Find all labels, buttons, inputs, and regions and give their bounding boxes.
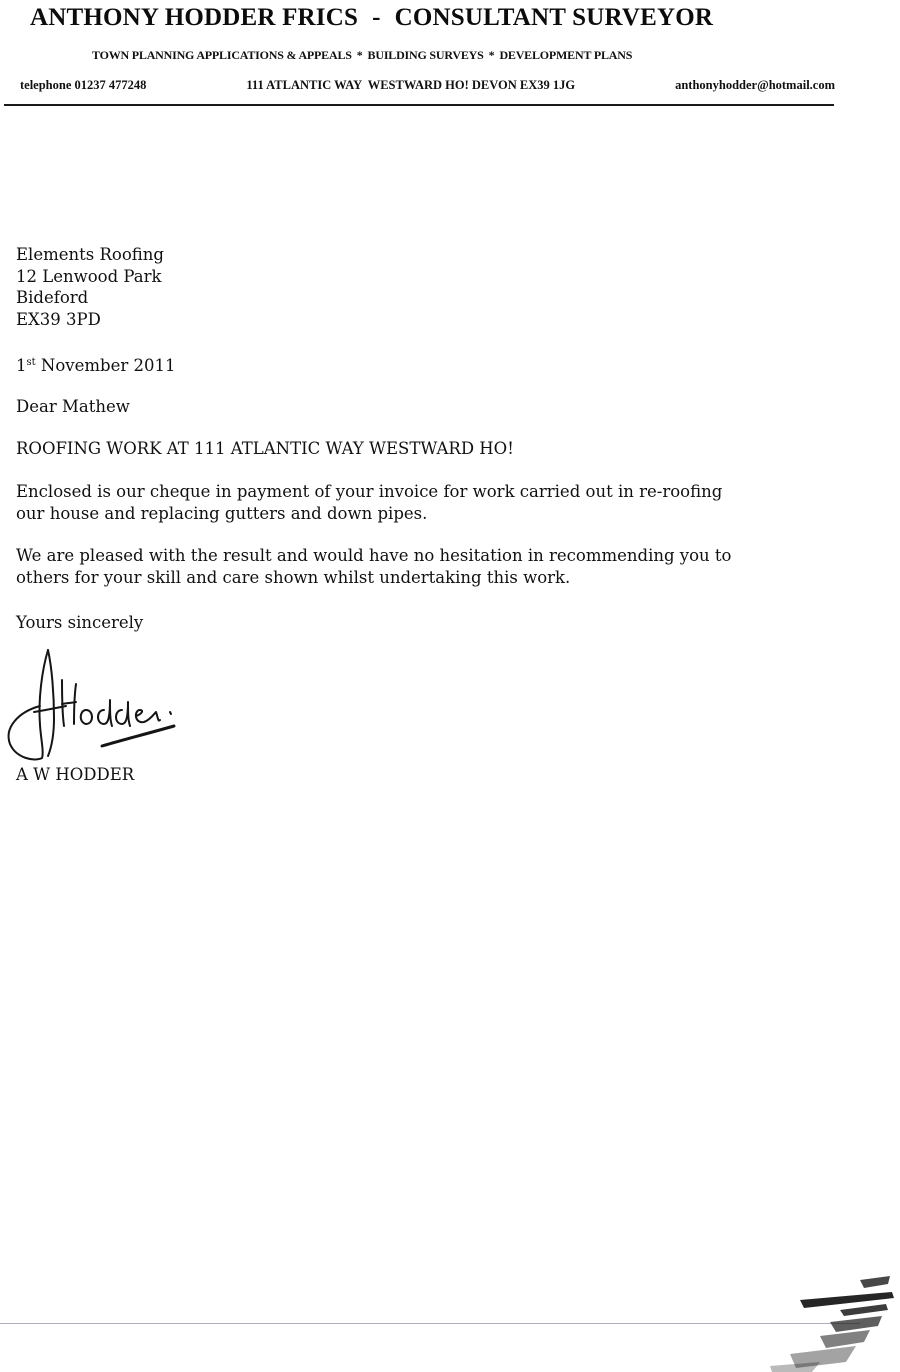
subject-line: ROOFING WORK AT 111 ATLANTIC WAY WESTWARD HO! [16, 439, 514, 458]
paragraph-line: We are pleased with the result and would have no hesitation in recommending you to [16, 546, 732, 565]
letterhead-profession: CONSULTANT SURVEYOR [394, 4, 714, 31]
letterhead-divider [4, 104, 834, 106]
recipient-postcode: EX39 3PD [16, 309, 101, 329]
paragraph-line: Enclosed is our cheque in payment of your invoice for work carried out in re-roofing [16, 482, 723, 501]
letterhead-address: 111 ATLANTIC WAY WESTWARD HO! DEVON EX39 1JG [246, 78, 576, 92]
letterhead-name: ANTHONY HODDER FRICS [30, 4, 359, 31]
letterhead [0, 0, 900, 110]
scan-artifact-icon [760, 1270, 900, 1372]
recipient-street: 12 Lenwood Park [16, 266, 162, 286]
service-surveys: BUILDING SURVEYS [367, 48, 484, 62]
service-plans: DEVELOPMENT PLANS [499, 48, 633, 62]
letterhead-title [30, 4, 810, 32]
recipient-company: Elements Roofing [16, 245, 164, 264]
bottom-rule [0, 1323, 860, 1324]
paragraph-line: our house and replacing gutters and down pipes. [16, 503, 428, 523]
letterhead-telephone: telephone 01237 477248 [20, 78, 147, 92]
letterhead-contact [20, 78, 835, 93]
date-suffix: st [26, 357, 36, 368]
date-day: 1 [16, 356, 27, 375]
service-separator: * [488, 48, 495, 62]
title-separator: - [372, 4, 381, 31]
recipient-address [16, 244, 164, 330]
closing: Yours sincerely [16, 613, 144, 632]
paragraph-recommendation [16, 545, 732, 588]
date-rest: November 2011 [35, 356, 176, 375]
signature-icon [4, 640, 184, 765]
paragraph-payment [16, 481, 722, 524]
letterhead-services [92, 48, 632, 63]
service-planning: TOWN PLANNING APPLICATIONS & APPEALS [92, 48, 352, 62]
letterhead-email: anthonyhodder@hotmail.com [675, 78, 835, 92]
service-separator: * [356, 48, 363, 62]
letter-date [16, 352, 175, 377]
signatory-name: A W HODDER [16, 765, 135, 784]
paragraph-line: others for your skill and care shown whilst undertaking this work. [16, 567, 571, 587]
salutation: Dear Mathew [16, 397, 130, 416]
recipient-town: Bideford [16, 288, 89, 307]
